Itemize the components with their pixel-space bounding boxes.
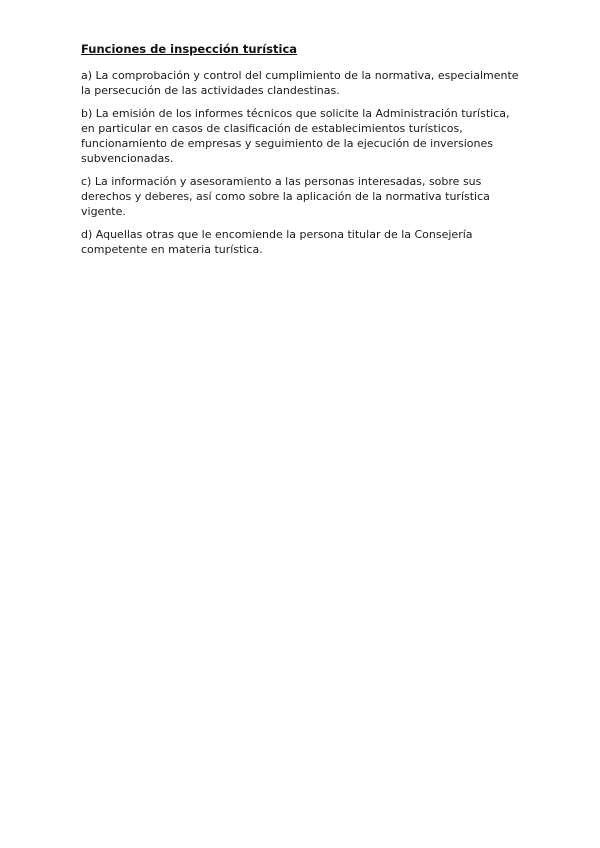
document-title: Funciones de inspección turística bbox=[81, 42, 298, 56]
paragraph-a: a) La comprobación y control del cumplimiento de la normativa, especialmente la persecución de las actividades clandestinas. bbox=[81, 69, 519, 97]
paragraph-c: c) La información y asesoramiento a las personas interesadas, sobre sus derechos y deberes, así como sobre la aplicación de la normativa turística vigente. bbox=[81, 175, 490, 218]
document-body bbox=[81, 42, 521, 265]
paragraph-b: b) La emisión de los informes técnicos que solicite la Administración turística, en particular en casos de clasificación de establecimientos turísticos, funcionamiento de empresas y seguimiento de la ejecución de inversiones subvencionadas. bbox=[81, 107, 510, 165]
paragraph-d: d) Aquellas otras que le encomiende la persona titular de la Consejería competente en materia turística. bbox=[81, 228, 473, 256]
